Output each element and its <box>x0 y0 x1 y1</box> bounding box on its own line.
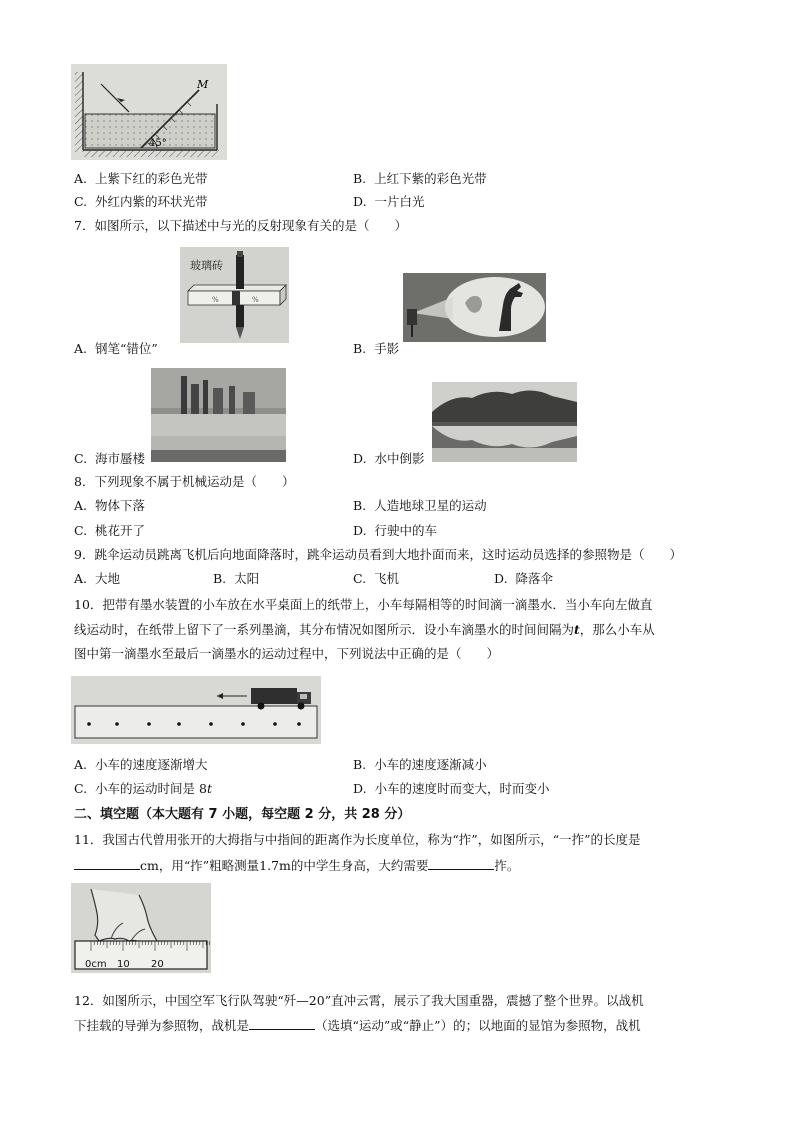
q11-blank-1[interactable] <box>74 856 140 870</box>
q11-line1: 11．我国古代曾用张开的大拇指与中指间的距离作为长度单位，称为“拃”，如图所示，“一拃”的长度是 <box>74 832 641 847</box>
q12-line2: 下挂载的导弹为参照物，战机是 （选填“运动”或“静止”）的；以地面的显馆为参照物，战机 <box>74 1018 641 1033</box>
svg-text:%: % <box>252 296 259 304</box>
q8-option-b: B. 人造地球卫星的运动 <box>353 498 487 513</box>
q12-blank-1[interactable] <box>249 1016 315 1030</box>
q6-label-angle: 45° <box>149 138 167 149</box>
q11-ruler-label-20: 20 <box>151 959 164 970</box>
q11-ruler-label-10: 10 <box>117 959 130 970</box>
section-2-title: 二、填空题（本大题有 7 小题，每空题 2 分，共 28 分） <box>74 807 411 822</box>
q7-figure-mirage <box>151 368 286 462</box>
q11-blank-2[interactable] <box>428 856 494 870</box>
q10-option-b: B. 小车的速度逐渐减小 <box>353 757 487 772</box>
q8-stem: 8．下列现象不属于机械运动是（ ） <box>74 474 295 489</box>
q7-figure-label: 玻璃砖 <box>190 259 223 272</box>
q6-figure-mirror-tank <box>71 64 227 160</box>
q8-option-a: A. 物体下落 <box>74 498 145 513</box>
q11-ruler-label-0: 0cm <box>85 959 107 970</box>
q11-figure-hand-ruler <box>71 883 211 973</box>
q10-stem-line3: 图中第一滴墨水至最后一滴墨水的运动过程中，下列说法中正确的是（ ） <box>74 646 500 661</box>
q8-option-d: D. 行驶中的车 <box>353 523 438 538</box>
q6-option-a: A. 上紫下红的彩色光带 <box>74 171 208 186</box>
q7-figure-hand-shadow <box>403 273 546 342</box>
q10-stem-line2: 线运动时，在纸带上留下了一系列墨滴，其分布情况如图所示．设小车滴墨水的时间间隔为t，那么小车从 <box>74 622 655 637</box>
q6-option-b: B. 上红下紫的彩色光带 <box>353 171 487 186</box>
q10-stem-line1: 10．把带有墨水装置的小车放在水平桌面上的纸带上，小车每隔相等的时间滴一滴墨水．当小车向左做直 <box>74 597 653 612</box>
q7-figure-pen-glass <box>180 247 289 343</box>
q10-option-c: C. 小车的运动时间是 8t <box>74 781 213 796</box>
q12-line1: 12．如图所示，中国空军飞行队驾驶“歼—20”直冲云霄，展示了我大国重器，震撼了整个世界。以战机 <box>74 993 644 1008</box>
q7-option-c: C. 海市蜃楼 <box>74 451 146 466</box>
q9-option-b: B. 太阳 <box>213 571 260 586</box>
q11-line2: cm，用“拃”粗略测量1.7m的中学生身高，大约需要 拃。 <box>74 856 519 875</box>
svg-text:%: % <box>212 296 219 304</box>
q6-label-m: M <box>197 78 209 91</box>
q10-option-a: A. 小车的速度逐渐增大 <box>74 757 208 772</box>
q7-option-d: D. 水中倒影 <box>353 451 425 466</box>
q7-option-a: A. 钢笔“错位” <box>74 341 158 356</box>
q10-figure-ink-car <box>71 676 321 744</box>
q7-option-b: B. 手影 <box>353 341 400 356</box>
q9-option-a: A. 大地 <box>74 571 120 586</box>
q7-figure-reflection <box>432 382 577 462</box>
q8-option-c: C. 桃花开了 <box>74 523 146 538</box>
q9-option-c: C. 飞机 <box>353 571 400 586</box>
q9-stem: 9．跳伞运动员跳离飞机后向地面降落时，跳伞运动员看到大地扑面而来，这时运动员选择的参照物是（ ） <box>74 547 682 562</box>
q6-option-c: C. 外红内紫的环状光带 <box>74 194 208 209</box>
q6-option-d: D. 一片白光 <box>353 194 425 209</box>
q9-option-d: D. 降落伞 <box>494 571 554 586</box>
q10-option-d: D. 小车的速度时而变大，时而变小 <box>353 781 550 796</box>
q7-stem: 7．如图所示，以下描述中与光的反射现象有关的是（ ） <box>74 218 407 233</box>
